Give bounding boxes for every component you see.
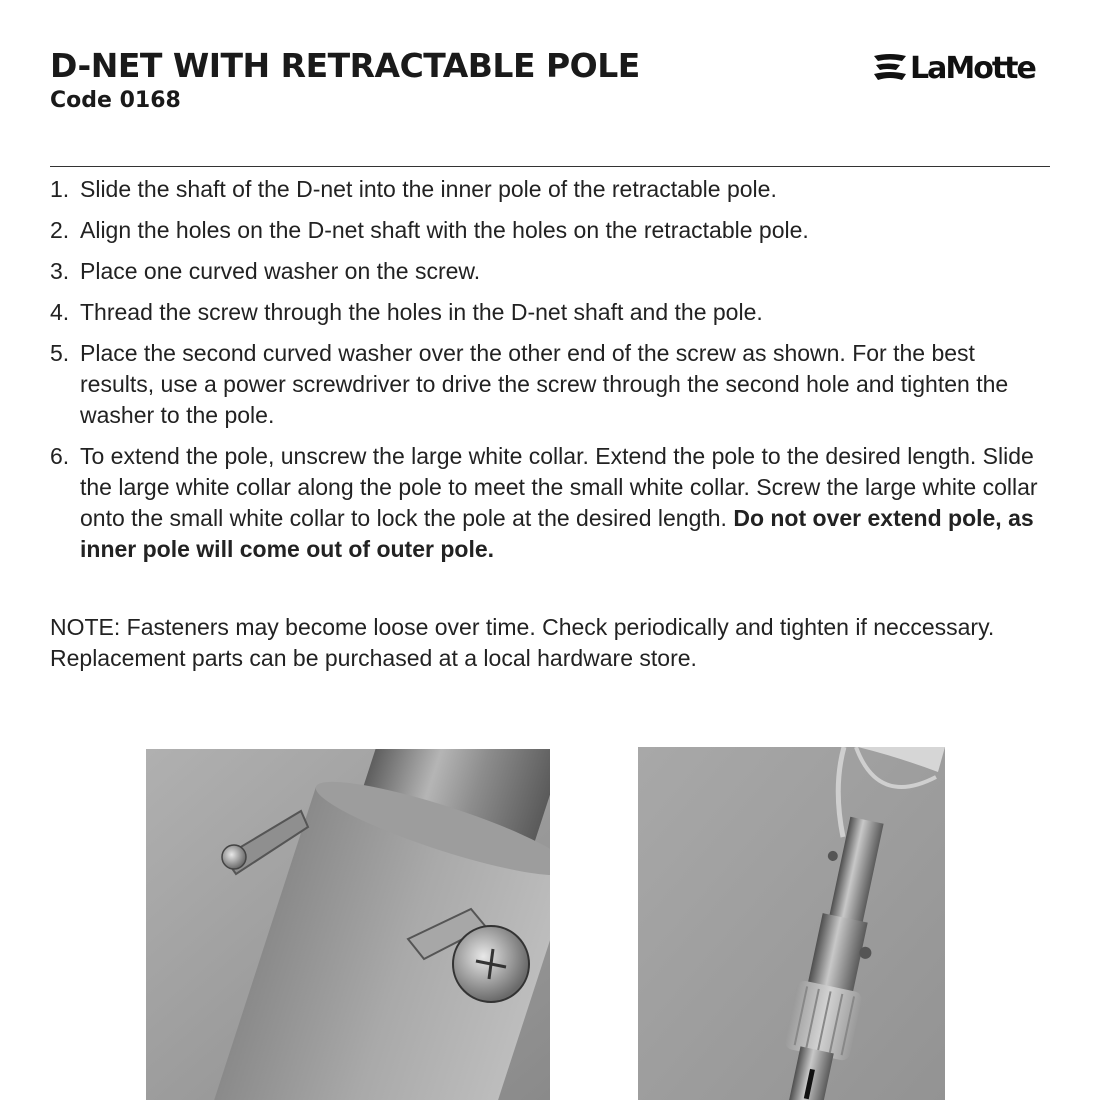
- step-text: Align the holes on the D-net shaft with the holes on the retractable pole.: [80, 217, 809, 243]
- brand-logo: [872, 48, 1052, 88]
- brand-name: LaMotte: [910, 50, 1035, 86]
- list-item: [50, 441, 1050, 565]
- step-text-regular: To extend the pole, unscrew the large white collar. Extend the pole to the desired length. Slide the large white collar along the pole to meet the small white collar. Screw the large white collar onto the small white collar to lock the pole at the desired length.: [80, 443, 1038, 531]
- step-number: 6.: [50, 443, 70, 469]
- list-item: [50, 338, 1050, 431]
- step-text: [80, 441, 1050, 565]
- instruction-list: [50, 174, 1050, 575]
- step-number: 1.: [50, 176, 70, 202]
- step-number: 4.: [50, 299, 70, 325]
- step-warning: Do not over extend pole, as inner pole will come out of outer pole.: [80, 505, 1034, 562]
- list-item: [50, 297, 1050, 328]
- lamotte-wave-icon: [872, 52, 908, 84]
- step-text: Place the second curved washer over the other end of the screw as shown. For the best results, use a power screwdriver to drive the screw through the second hole and tighten the washer to the pole.: [80, 340, 1009, 428]
- note-text: NOTE: Fasteners may become loose over time. Check periodically and tighten if neccessary. Replacement parts can be purchased at a local hardware store.: [50, 614, 995, 671]
- list-item: [50, 256, 1050, 287]
- step-text: Slide the shaft of the D-net into the inner pole of the retractable pole.: [80, 176, 777, 202]
- header-divider: [50, 166, 1050, 167]
- page-title: D-NET WITH RETRACTABLE POLE: [50, 46, 640, 85]
- list-item: [50, 215, 1050, 246]
- list-item: [50, 174, 1050, 205]
- photo-dnet-pole-assembly: [638, 747, 945, 1100]
- step-number: 2.: [50, 217, 70, 243]
- step-text: Thread the screw through the holes in the D-net shaft and the pole.: [80, 299, 763, 325]
- step-text: Place one curved washer on the screw.: [80, 258, 481, 284]
- photo-screw-washer-closeup: [146, 749, 550, 1100]
- step-number: 5.: [50, 340, 70, 366]
- product-code: Code 0168: [50, 88, 181, 113]
- step-number: 3.: [50, 258, 70, 284]
